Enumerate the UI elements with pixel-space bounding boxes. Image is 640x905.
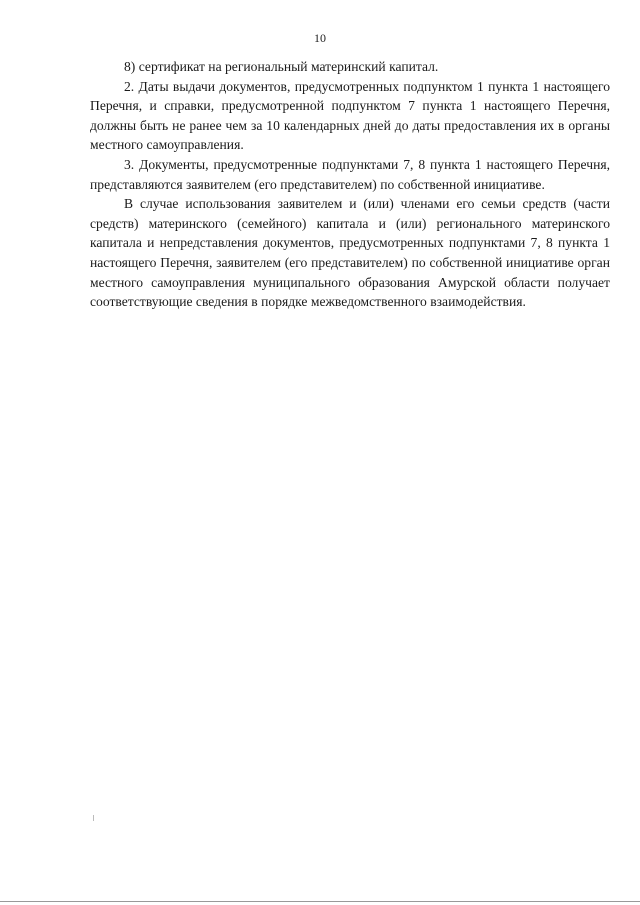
- paragraph-usage-case: В случае использования заявителем и (или) членами его семьи средств (части средств) материнского (семейного) капитала и (или) регионального материнского капитала и непредставления документов, предусмотренных подпунктами 7, 8 пункта 1 настоящего Перечня, заявителем (его представителем) по собственной инициативе орган местного самоуправления муниципального образования Амурской области получает соответствующие сведения в порядке межведомственного взаимодействия.: [90, 196, 610, 310]
- paragraph-section-3: 3. Документы, предусмотренные подпунктами 7, 8 пункта 1 настоящего Перечня, представляются заявителем (его представителем) по собственной инициативе.: [90, 156, 610, 192]
- document-body: [90, 57, 610, 312]
- paragraph-section-2: 2. Даты выдачи документов, предусмотренных подпунктом 1 пункта 1 настоящего Перечня, и справки, предусмотренной подпунктом 7 пункта 1 настоящего Перечня, должны быть не ранее чем за 10 календарных дней до даты предоставления их в органы местного самоуправления.: [90, 78, 610, 153]
- scan-artifact: [93, 815, 94, 821]
- paragraph-item-8: 8) сертификат на региональный материнский капитал.: [124, 59, 439, 74]
- page-bottom-edge: [0, 901, 640, 902]
- page-number: 10: [314, 31, 326, 45]
